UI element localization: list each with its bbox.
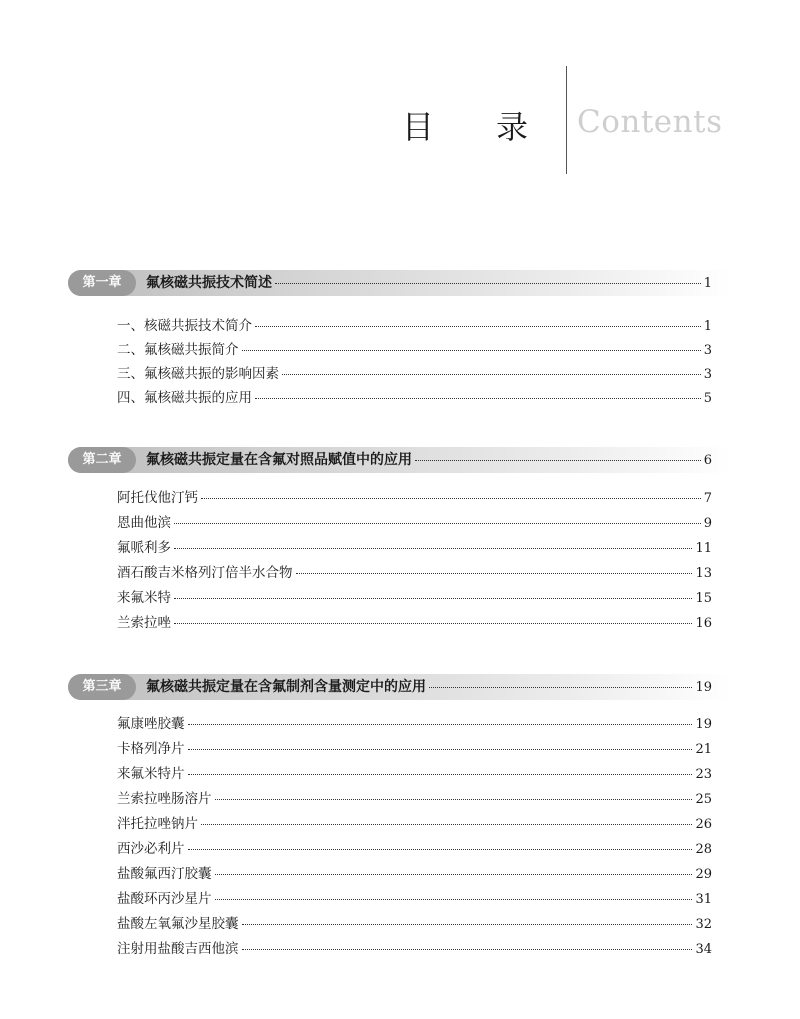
entry-label: 四、氟核磁共振的应用 bbox=[117, 390, 252, 406]
chapter-badge: 第二章 bbox=[68, 447, 136, 473]
page-number: 9 bbox=[703, 516, 712, 531]
page-number: 6 bbox=[703, 453, 712, 468]
entry-label: 氟哌利多 bbox=[117, 540, 171, 556]
dot-leader bbox=[201, 498, 701, 499]
chapter-title-row bbox=[146, 275, 712, 292]
toc-title-english: Contents bbox=[577, 104, 723, 140]
toc-entry[interactable] bbox=[117, 841, 712, 858]
entry-label: 一、核磁共振技术简介 bbox=[117, 318, 252, 334]
entry-label: 三、氟核磁共振的影响因素 bbox=[117, 366, 279, 382]
toc-entry[interactable] bbox=[117, 540, 712, 557]
page-number: 1 bbox=[703, 276, 712, 291]
entry-label: 阿托伐他汀钙 bbox=[117, 490, 198, 506]
entry-label: 泮托拉唑钠片 bbox=[117, 816, 198, 832]
page-number: 19 bbox=[695, 717, 712, 732]
dot-leader bbox=[201, 824, 692, 825]
dot-leader bbox=[242, 949, 693, 950]
page-number: 29 bbox=[695, 867, 712, 882]
toc-entry[interactable] bbox=[117, 716, 712, 733]
page-number: 5 bbox=[703, 391, 712, 406]
chapter-badge: 第三章 bbox=[68, 674, 136, 700]
page-number: 28 bbox=[695, 842, 712, 857]
dot-leader bbox=[282, 374, 701, 375]
page-number: 15 bbox=[695, 591, 712, 606]
page-number: 11 bbox=[695, 541, 712, 556]
entry-label: 二、氟核磁共振简介 bbox=[117, 342, 239, 358]
entry-label: 盐酸氟西汀胶囊 bbox=[117, 866, 212, 882]
dot-leader bbox=[188, 749, 693, 750]
chapter-badge: 第一章 bbox=[68, 270, 136, 296]
dot-leader bbox=[242, 350, 701, 351]
entry-label: 兰索拉唑肠溶片 bbox=[117, 791, 212, 807]
entry-label: 西沙必利片 bbox=[117, 841, 185, 857]
entry-label: 酒石酸吉米格列汀倍半水合物 bbox=[117, 565, 293, 581]
toc-entry[interactable] bbox=[117, 590, 712, 607]
dot-leader bbox=[255, 398, 701, 399]
toc-entry[interactable] bbox=[117, 766, 712, 783]
toc-entry[interactable] bbox=[117, 741, 712, 758]
chapter-title-row bbox=[146, 452, 712, 469]
chapter-heading[interactable] bbox=[68, 672, 732, 702]
entry-label: 盐酸环丙沙星片 bbox=[117, 891, 212, 907]
page-number: 34 bbox=[695, 942, 712, 957]
toc-entry[interactable] bbox=[117, 941, 712, 958]
toc-entry[interactable] bbox=[117, 390, 712, 407]
toc-entry[interactable] bbox=[117, 866, 712, 883]
chapter-title-row bbox=[146, 679, 712, 696]
dot-leader bbox=[215, 799, 693, 800]
page-number: 1 bbox=[703, 319, 712, 334]
dot-leader bbox=[296, 573, 693, 574]
entry-label: 兰索拉唑 bbox=[117, 615, 171, 631]
toc-entry[interactable] bbox=[117, 366, 712, 383]
dot-leader bbox=[255, 326, 701, 327]
entry-label: 来氟米特 bbox=[117, 590, 171, 606]
chapter-title: 氟核磁共振定量在含氟对照品赋值中的应用 bbox=[146, 452, 412, 468]
entry-label: 盐酸左氧氟沙星胶囊 bbox=[117, 916, 239, 932]
dot-leader bbox=[242, 924, 693, 925]
toc-entry[interactable] bbox=[117, 615, 712, 632]
dot-leader bbox=[174, 523, 701, 524]
dot-leader bbox=[188, 849, 693, 850]
chapter-heading[interactable] bbox=[68, 445, 732, 475]
toc-entry[interactable] bbox=[117, 791, 712, 808]
dot-leader bbox=[188, 774, 693, 775]
dot-leader bbox=[174, 623, 692, 624]
chapter-title: 氟核磁共振定量在含氟制剂含量测定中的应用 bbox=[146, 679, 426, 695]
toc-entry[interactable] bbox=[117, 342, 712, 359]
page-number: 25 bbox=[695, 792, 712, 807]
page-number: 3 bbox=[703, 367, 712, 382]
entry-label: 卡格列净片 bbox=[117, 741, 185, 757]
page-number: 32 bbox=[695, 917, 712, 932]
toc-entry[interactable] bbox=[117, 318, 712, 335]
dot-leader bbox=[215, 899, 693, 900]
toc-title-chinese: 目 录 bbox=[401, 108, 554, 146]
toc-entry[interactable] bbox=[117, 490, 712, 507]
dot-leader bbox=[188, 724, 693, 725]
entry-label: 恩曲他滨 bbox=[117, 515, 171, 531]
page-number: 19 bbox=[695, 680, 712, 695]
dot-leader bbox=[174, 548, 692, 549]
toc-entry[interactable] bbox=[117, 891, 712, 908]
dot-leader bbox=[174, 598, 692, 599]
page-number: 16 bbox=[695, 616, 712, 631]
page-number: 3 bbox=[703, 343, 712, 358]
page-number: 7 bbox=[703, 491, 712, 506]
dot-leader bbox=[429, 687, 692, 688]
dot-leader bbox=[415, 460, 701, 461]
page-number: 23 bbox=[695, 767, 712, 782]
toc-entry[interactable] bbox=[117, 565, 712, 582]
page-number: 13 bbox=[695, 566, 712, 581]
toc-entry[interactable] bbox=[117, 515, 712, 532]
page-number: 21 bbox=[695, 742, 712, 757]
dot-leader bbox=[275, 283, 701, 284]
entry-label: 氟康唑胶囊 bbox=[117, 716, 185, 732]
chapter-heading[interactable] bbox=[68, 268, 732, 298]
dot-leader bbox=[215, 874, 693, 875]
page-number: 26 bbox=[695, 817, 712, 832]
chapter-title: 氟核磁共振技术简述 bbox=[146, 275, 272, 291]
toc-entry[interactable] bbox=[117, 916, 712, 933]
toc-entry[interactable] bbox=[117, 816, 712, 833]
entry-label: 来氟米特片 bbox=[117, 766, 185, 782]
page-number: 31 bbox=[695, 892, 712, 907]
entry-label: 注射用盐酸吉西他滨 bbox=[117, 941, 239, 957]
toc-header bbox=[0, 66, 800, 176]
title-divider bbox=[566, 66, 567, 174]
